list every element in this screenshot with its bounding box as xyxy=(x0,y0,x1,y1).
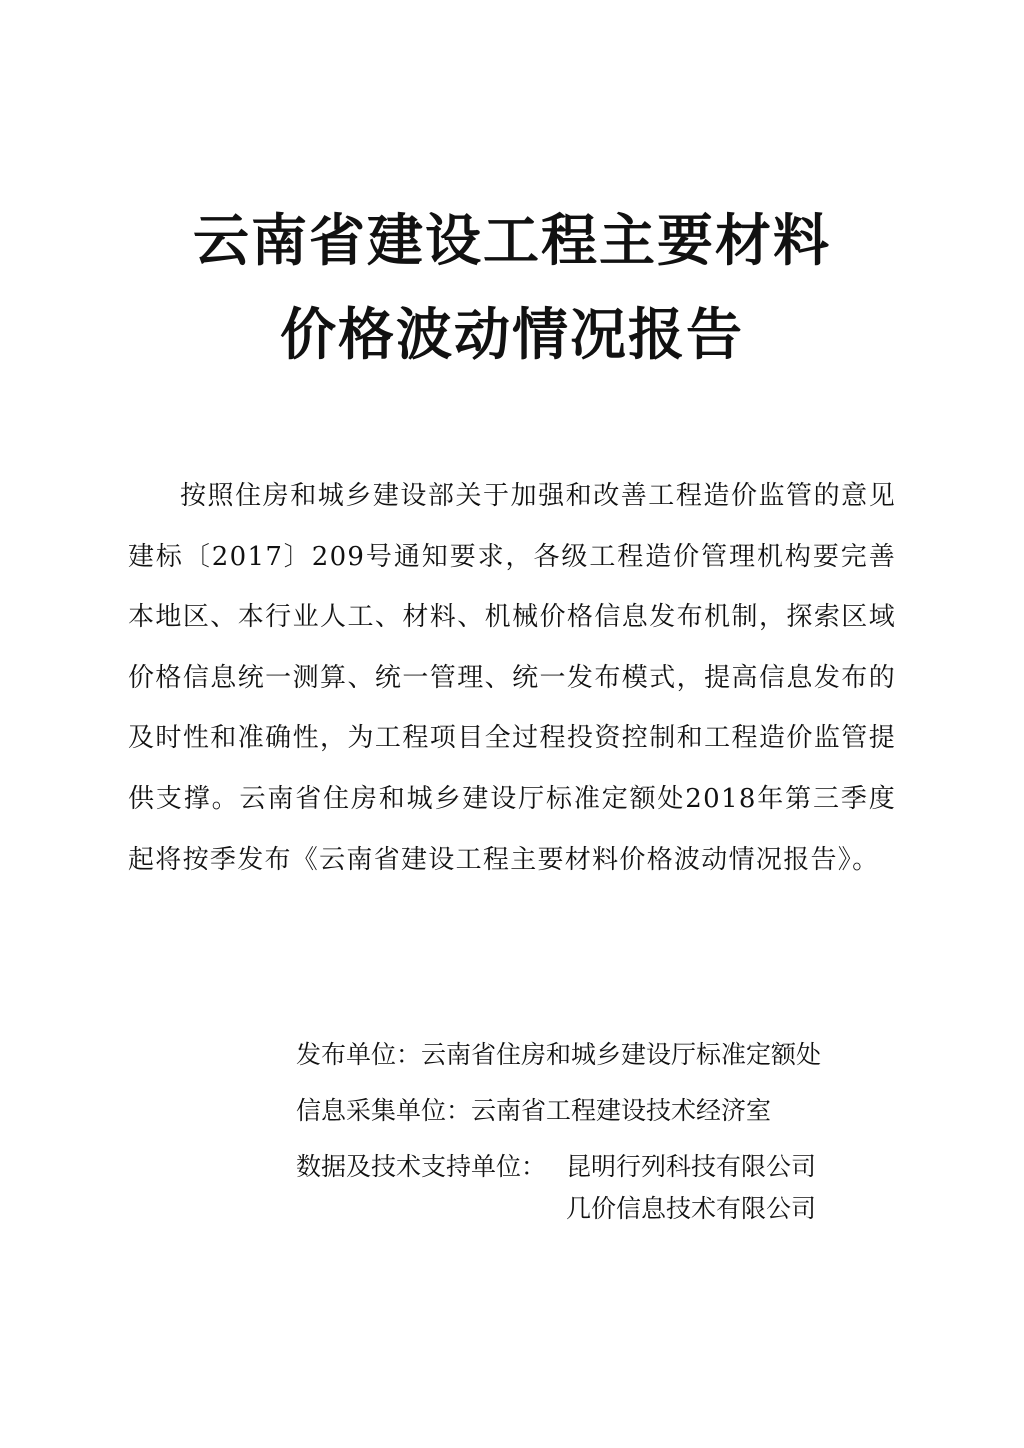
intro-paragraph: 按照住房和城乡建设部关于加强和改善工程造价监管的意见建标〔2017〕209号通知要求，各级工程造价管理机构要完善本地区、本行业人工、材料、机械价格信息发布机制，探索区域价格信息统一测算、统一管理、统一发布模式，提高信息发布的及时性和准确性，为工程项目全过程投资控制和工程造价监管提供支撑。云南省住房和城乡建设厅标准定额处2018年第三季度起将按季发布《云南省建设工程主要材料价格波动情况报告》。 xyxy=(128,481,896,875)
report-title-line-2: 价格波动情况报告 xyxy=(280,303,744,368)
support-label: 数据及技术支持单位： xyxy=(296,1152,547,1181)
collector-line xyxy=(296,1098,771,1123)
support-org-1: 昆明行列科技有限公司 xyxy=(566,1152,817,1181)
publisher-line xyxy=(296,1042,821,1067)
publisher-value: 云南省住房和城乡建设厅标准定额处 xyxy=(421,1040,822,1069)
collector-label: 信息采集单位： xyxy=(296,1096,472,1125)
support-line xyxy=(296,1152,817,1181)
support-org-2: 几价信息技术有限公司 xyxy=(566,1194,817,1223)
collector-value: 云南省工程建设技术经济室 xyxy=(471,1096,772,1125)
report-title-line-1: 云南省建设工程主要材料 xyxy=(193,209,831,274)
publisher-label: 发布单位： xyxy=(296,1040,422,1069)
